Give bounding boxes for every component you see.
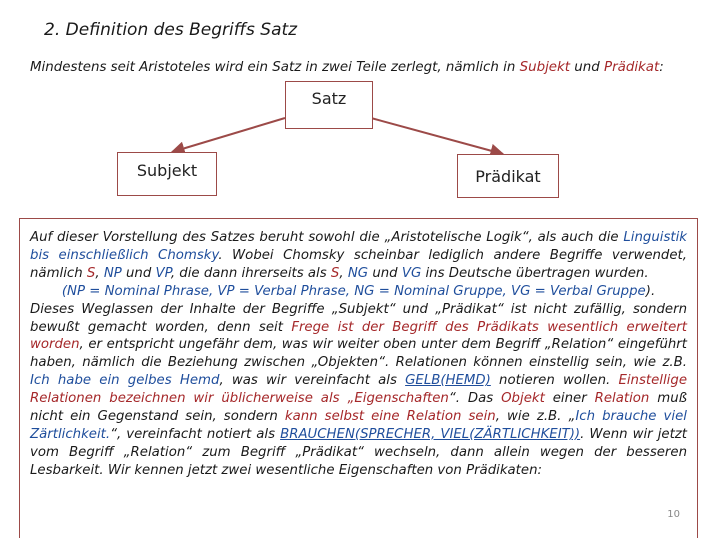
body-s19: ).: [645, 283, 656, 299]
intro-prefix: Mindestens seit Aristoteles wird ein Satz in zwei Teile zerlegt, nämlich in: [30, 60, 520, 75]
body-s42: , wie z.B. „: [495, 409, 576, 425]
abbreviation-line: [30, 283, 687, 301]
body-s24: “ ist nicht zufällig, sondern bewußt gemacht worden, denn seit: [30, 301, 687, 335]
body-s10: VP: [155, 265, 171, 281]
body-s4: Linguistik bis einschließlich Chomsky: [30, 230, 688, 263]
body-s29: Objekten: [317, 355, 379, 371]
body-s15: und: [368, 265, 402, 281]
body-s36: “. Das: [448, 391, 502, 407]
body-s43: Ich brauche viel Zärtlichkeit.: [30, 409, 687, 442]
body-s26: , er entspricht ungefähr dem, was wir weiter oben unter dem Begriff „: [79, 337, 552, 353]
arrow-to-subjekt: [172, 118, 285, 152]
body-s46: . Wenn wir jetzt vom Begriff „Relation“ zum Begriff „Prädikat“ wechseln, dann allein wegen der besseren Lesbarkeit. Wir kennen jetzt zwei wesentliche Eigenschaften von Prädikaten:: [30, 426, 687, 478]
slide-title: 2. Definition des Begriffs Satz: [44, 20, 298, 40]
body-s11: , die dann ihrerseits als: [170, 265, 331, 281]
intro-subjekt: Subjekt: [519, 60, 571, 75]
body-s45: BRAUCHEN(SPRECHER, VIEL(ZÄRTLICHKEIT)): [280, 426, 581, 442]
body-s7: ,: [95, 265, 104, 281]
arrow-to-praedikat: [371, 118, 503, 154]
body-s17: ins Deutsche übertragen wurden.: [421, 265, 649, 281]
body-s6: S: [86, 265, 96, 281]
body-s34: notieren wollen.: [490, 373, 619, 389]
body-s37: Objekt: [501, 391, 545, 407]
body-s31: Ich habe ein gelbes Hemd: [30, 373, 220, 389]
body-s44: “, vereinfacht notiert als: [110, 426, 281, 442]
diagram-node-satz: Satz: [285, 81, 373, 129]
body-s18: (NP = Nominal Phrase, VP = Verbal Phrase, NG = Nominal Gruppe, VG = Verbal Gruppe: [61, 283, 646, 299]
body-s41: kann selbst eine Relation sein: [284, 409, 496, 425]
body-s9: und: [121, 265, 156, 281]
body-s23: Prädikat: [441, 301, 497, 317]
page-number: 10: [667, 509, 680, 520]
body-s33: GELB(HEMD): [405, 373, 491, 389]
body-text-box: [19, 218, 698, 538]
body-s14: NG: [347, 265, 369, 281]
body-s21: Subjekt: [338, 301, 389, 317]
body-s28: “ eingeführt haben, nämlich die Beziehung zwischen „: [30, 337, 687, 371]
intro-suffix: :: [659, 60, 664, 75]
body-s27: Relation: [551, 337, 607, 353]
body-s30: “. Relationen können einstellig sein, wie z.B.: [378, 355, 687, 371]
body-s2: Aristotelische Logik: [391, 230, 522, 245]
body-s16: VG: [401, 265, 422, 281]
intro-praedikat: Prädikat: [604, 60, 660, 75]
intro-und: und: [570, 60, 605, 75]
body-s8: NP: [103, 265, 122, 281]
body-s12: S: [330, 265, 340, 281]
body-s5: . Wobei Chomsky scheinbar lediglich andere Begriffe verwendet, nämlich: [30, 247, 687, 281]
body-s38: einer: [544, 391, 595, 407]
body-s20: Dieses Weglassen der Inhalte der Begriffe „: [30, 301, 339, 317]
body-s40: muß nicht ein Gegenstand sein, sondern: [30, 391, 687, 425]
body-s1: Auf dieser Vorstellung des Satzes beruht sowohl die „: [30, 230, 392, 245]
body-s32: , was wir vereinfacht als: [219, 373, 406, 389]
body-s3: “, als auch die: [521, 230, 624, 245]
body-s35: Einstellige Relationen bezeichnen wir üblicherweise als „Eigenschaften: [30, 373, 688, 407]
body-s25: Frege ist der Begriff des Prädikats wesentlich erweitert worden: [30, 319, 687, 353]
diagram-node-subjekt: Subjekt: [117, 152, 217, 196]
body-s39: Relation: [594, 391, 650, 407]
body-paragraph: [30, 229, 687, 480]
body-s22: “ und „: [388, 301, 442, 317]
diagram-node-praedikat: Prädikat: [457, 154, 559, 198]
body-s13: ,: [339, 265, 348, 281]
